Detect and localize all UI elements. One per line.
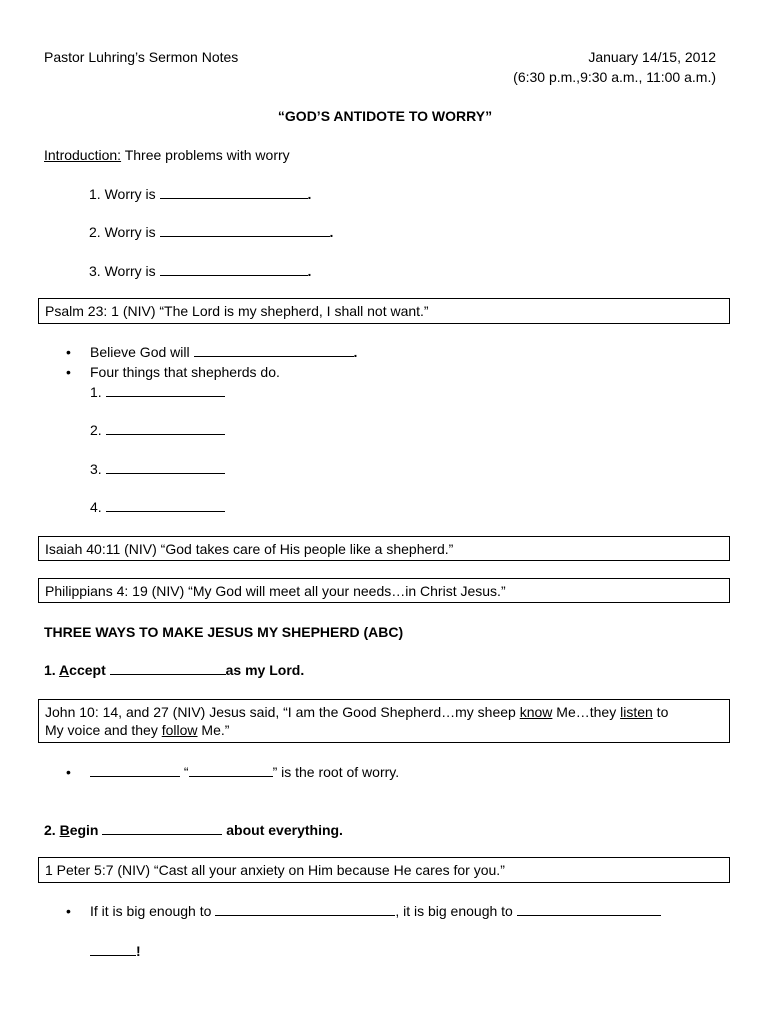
big-text-b: , it is big enough to: [395, 903, 517, 919]
intro-text: Three problems with worry: [121, 147, 290, 163]
shepherd-item: [90, 421, 225, 439]
fill-in-blank[interactable]: [160, 185, 308, 199]
intro-label: Introduction:: [44, 147, 122, 163]
ways-heading: THREE WAYS TO MAKE JESUS MY SHEPHERD (ABC): [44, 624, 404, 640]
four-things-text: Four things that shepherds do.: [90, 364, 280, 380]
john-text-d: My voice and they: [45, 722, 162, 738]
accept-word: ccept: [69, 662, 110, 678]
john-text-c: to: [652, 704, 669, 720]
begin-word: egin: [69, 822, 103, 838]
worry-item: [89, 185, 311, 203]
root-text: ” is the root of worry.: [272, 764, 400, 780]
bullet-dot: •: [66, 903, 71, 919]
john-text-e: Me.”: [197, 722, 230, 738]
shepherd-item: [90, 383, 225, 401]
fill-in-blank[interactable]: [215, 902, 395, 916]
john-know: know: [519, 704, 553, 720]
final-exclamation: !: [136, 943, 141, 959]
fill-in-blank[interactable]: [106, 498, 225, 512]
fill-in-blank[interactable]: [517, 902, 661, 916]
john-text-b: Me…they: [552, 704, 621, 720]
shepherd-num: 4.: [90, 499, 102, 515]
begin-post: about everything.: [222, 822, 343, 838]
john-verse-box: [38, 699, 730, 743]
worry-period: .: [307, 263, 312, 279]
worry-period: .: [307, 186, 312, 202]
worry-period: .: [329, 224, 334, 240]
fill-in-blank[interactable]: [110, 661, 226, 675]
philippians-verse-box: Philippians 4: 19 (NIV) “My God will meet all your needs…in Christ Jesus.”: [38, 578, 730, 603]
page-title: “GOD’S ANTIDOTE TO WORRY”: [277, 108, 493, 124]
accept-line: [44, 661, 304, 679]
worry-label: 2. Worry is: [89, 224, 160, 240]
big-enough-line: [90, 902, 661, 920]
bullet-dot: •: [66, 364, 71, 380]
fill-in-blank[interactable]: [194, 343, 354, 357]
header-title: Pastor Luhring’s Sermon Notes: [44, 49, 239, 65]
peter-verse-box: 1 Peter 5:7 (NIV) “Cast all your anxiety on Him because He cares for you.”: [38, 857, 730, 883]
shepherd-num: 1.: [90, 384, 102, 400]
fill-in-blank[interactable]: [90, 942, 136, 956]
shepherd-num: 3.: [90, 461, 102, 477]
final-line: [90, 942, 141, 960]
shepherd-item: [90, 460, 225, 478]
root-line: [90, 763, 399, 781]
root-open-quote: “: [180, 764, 189, 780]
bullet-dot: •: [66, 344, 71, 360]
believe-period: .: [353, 344, 358, 360]
fill-in-blank[interactable]: [160, 223, 330, 237]
shepherd-item: [90, 498, 225, 516]
accept-num: 1.: [44, 662, 60, 678]
believe-line: [90, 343, 357, 361]
worry-item: [89, 262, 311, 280]
intro-line: [44, 146, 290, 164]
fill-in-blank[interactable]: [160, 262, 308, 276]
fill-in-blank[interactable]: [106, 383, 225, 397]
john-text-a: John 10: 14, and 27 (NIV) Jesus said, “I am the Good Shepherd…my sheep: [45, 704, 520, 720]
big-text-a: If it is big enough to: [90, 903, 216, 919]
shepherd-num: 2.: [90, 422, 102, 438]
begin-line: [44, 821, 343, 839]
john-listen: listen: [620, 704, 653, 720]
bullet-dot: •: [66, 764, 71, 780]
psalm-verse-box: Psalm 23: 1 (NIV) “The Lord is my shepherd, I shall not want.”: [38, 298, 730, 324]
header-date: January 14/15, 2012: [588, 49, 716, 65]
fill-in-blank[interactable]: [106, 460, 225, 474]
believe-text: Believe God will: [90, 344, 194, 360]
accept-letter: A: [59, 662, 70, 678]
fill-in-blank[interactable]: [106, 421, 225, 435]
worry-item: [89, 223, 333, 241]
fill-in-blank[interactable]: [102, 821, 222, 835]
worry-label: 1. Worry is: [89, 186, 160, 202]
header-times: (6:30 p.m.,9:30 a.m., 11:00 a.m.): [513, 69, 716, 85]
worry-label: 3. Worry is: [89, 263, 160, 279]
fill-in-blank[interactable]: [90, 763, 180, 777]
fill-in-blank[interactable]: [189, 763, 273, 777]
accept-post: as my Lord.: [225, 662, 305, 678]
begin-num: 2.: [44, 822, 60, 838]
isaiah-verse-box: Isaiah 40:11 (NIV) “God takes care of His people like a shepherd.”: [38, 536, 730, 561]
begin-letter: B: [59, 822, 70, 838]
john-follow: follow: [161, 722, 198, 738]
